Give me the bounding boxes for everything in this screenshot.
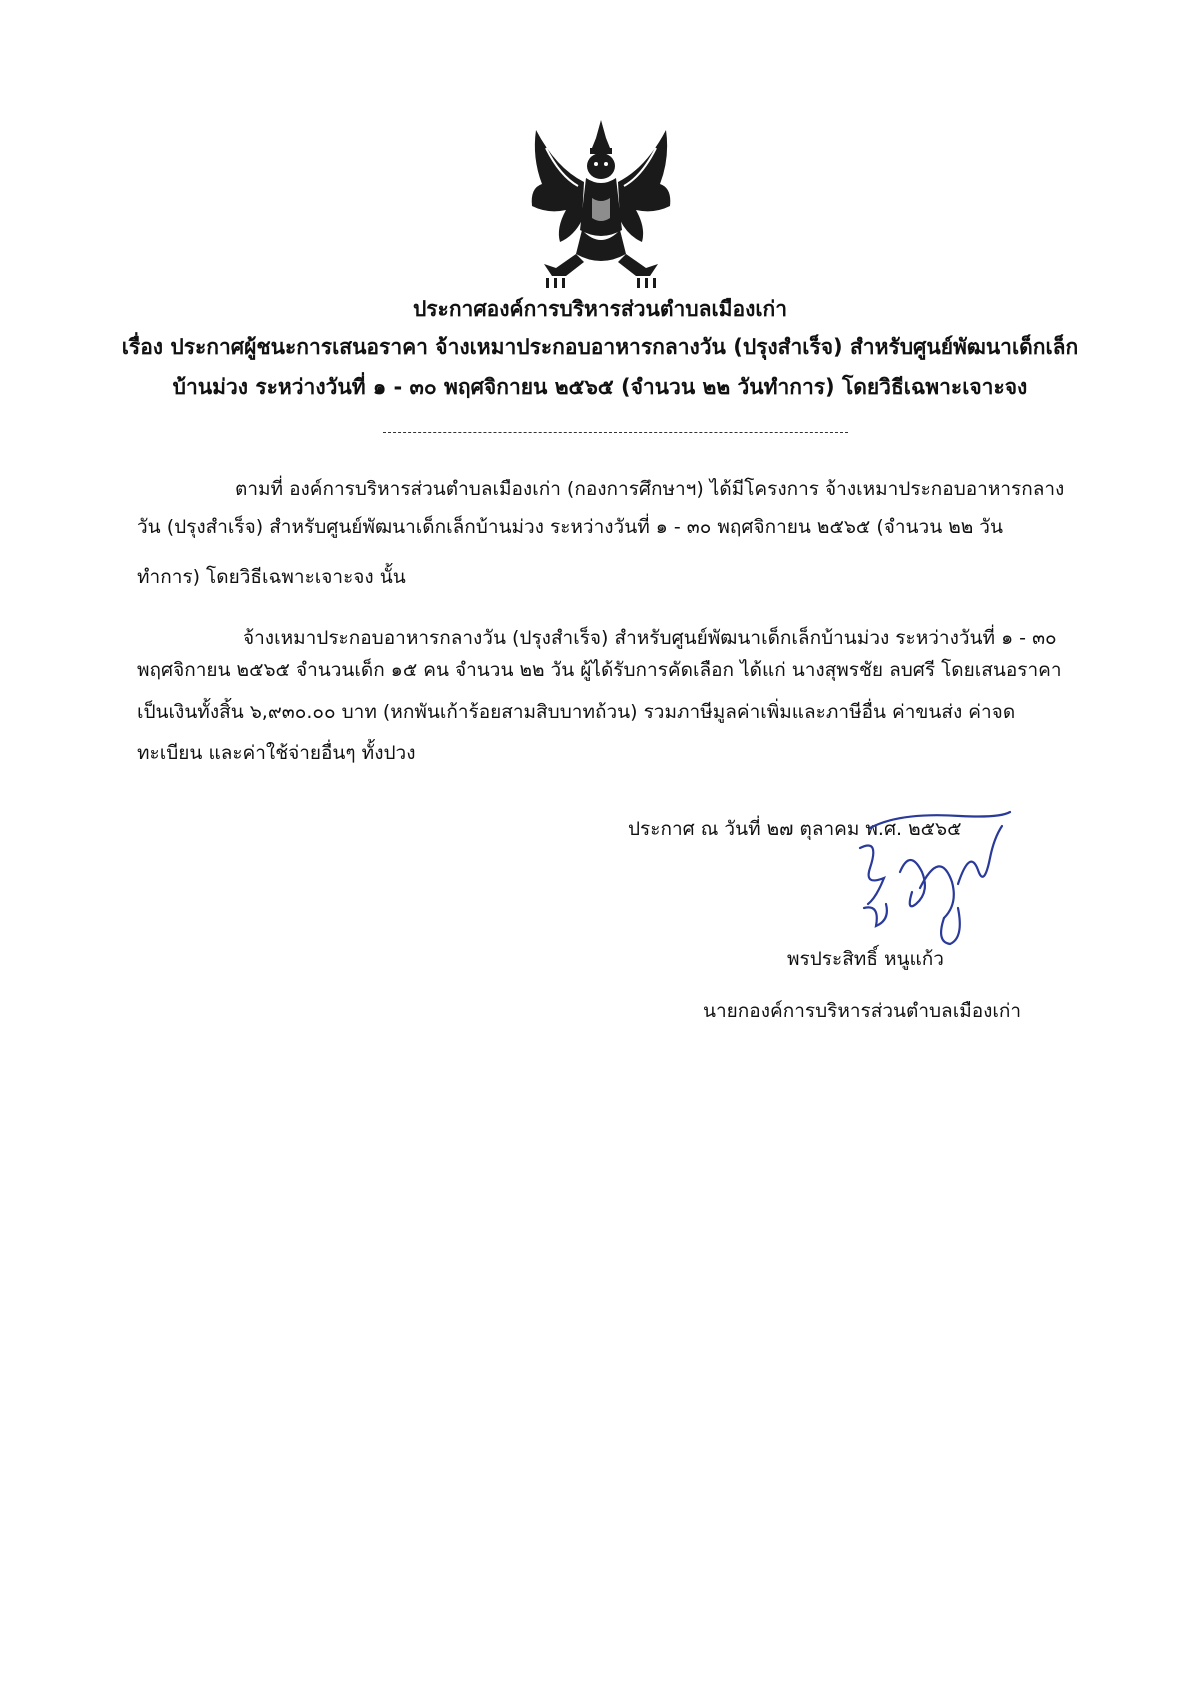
paragraph-1-line-3: ทำการ) โดยวิธีเฉพาะเจาะจง นั้น — [137, 566, 406, 588]
subject-line-2: บ้านม่วง ระหว่างวันที่ ๑ - ๓๐ พฤศจิกายน ๒๕๖๕ (จำนวน ๒๒ วันทำการ) โดยวิธีเฉพาะเจาะจง — [172, 375, 1028, 399]
paragraph-2-line-4: ทะเบียน และค่าใช้จ่ายอื่นๆ ทั้งปวง — [137, 742, 416, 764]
paragraph-2-line-3: เป็นเงินทั้งสิ้น ๖,๙๓๐.๐๐ บาท (หกพันเก้าร้อยสามสิบบาทถ้วน) รวมภาษีมูลค่าเพิ่มและภาษีอื่น ค่าขนส่ง ค่าจด — [137, 701, 1016, 723]
paragraph-2-line-2: พฤศจิกายน ๒๕๖๕ จำนวนเด็ก ๑๕ คน จำนวน ๒๒ วัน ผู้ได้รับการคัดเลือก ได้แก่ นางสุพรชัย ลบศรี โดยเสนอราคา — [137, 659, 1062, 681]
signatory-name: พรประสิทธิ์ หนูแก้ว — [787, 948, 944, 970]
issuer-title: ประกาศองค์การบริหารส่วนตำบลเมืองเก่า — [412, 297, 788, 321]
paragraph-1-line-1: ตามที่ องค์การบริหารส่วนตำบลเมืองเก่า (กองการศึกษาฯ) ได้มีโครงการ จ้างเหมาประกอบอาหารกลาง — [235, 478, 1065, 500]
handwritten-signature-icon — [840, 808, 1020, 948]
paragraph-1-line-2: วัน (ปรุงสำเร็จ) สำหรับศูนย์พัฒนาเด็กเล็กบ้านม่วง ระหว่างวันที่ ๑ - ๓๐ พฤศจิกายน ๒๕๖๕ (จำนวน ๒๒ วัน — [137, 516, 1003, 538]
subject-line-1: เรื่อง ประกาศผู้ชนะการเสนอราคา จ้างเหมาประกอบอาหารกลางวัน (ปรุงสำเร็จ) สำหรับศูนย์พัฒนาเด็กเล็ก — [121, 335, 1079, 359]
garuda-emblem-icon — [526, 118, 676, 290]
announcement-date: ประกาศ ณ วันที่ ๒๗ ตุลาคม พ.ศ. ๒๕๖๕ — [628, 818, 962, 840]
signatory-position: นายกองค์การบริหารส่วนตำบลเมืองเก่า — [703, 1000, 1022, 1022]
paragraph-2-line-1: จ้างเหมาประกอบอาหารกลางวัน (ปรุงสำเร็จ) สำหรับศูนย์พัฒนาเด็กเล็กบ้านม่วง ระหว่างวันที่ ๑ - ๓๐ — [243, 627, 1057, 649]
separator-line — [383, 432, 848, 433]
